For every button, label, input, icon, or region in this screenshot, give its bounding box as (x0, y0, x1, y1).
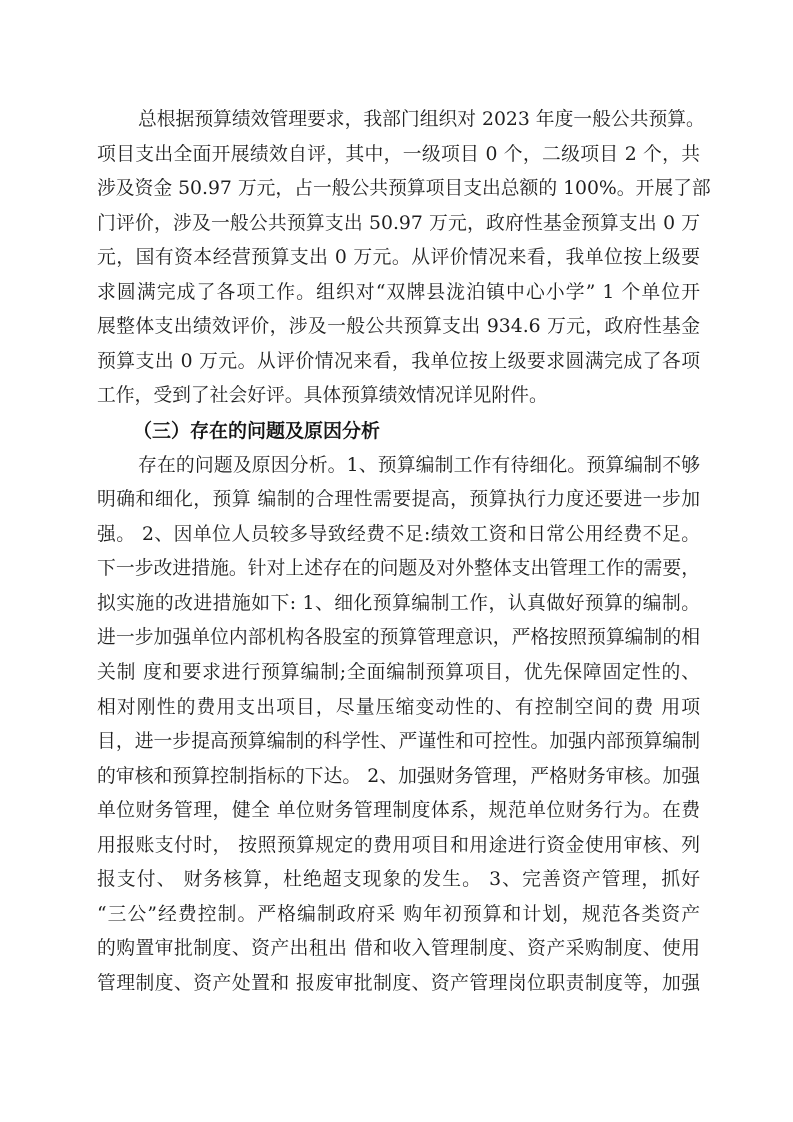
text-line: 的审核和预算控制指标的下达。 2、加强财务管理，严格财务审核。加强 (97, 765, 700, 787)
text-line: 强。 2、因单位人员较多导致经费不足:绩效工资和日常公用经费不足。 (97, 523, 700, 545)
text-line: 项目支出全面开展绩效自评，其中，一级项目 0 个，二级项目 2 个，共 (97, 143, 700, 165)
text-line: 进一步加强单位内部机构各股室的预算管理意识，严格按照预算编制的相 (97, 627, 700, 649)
text-line: 目，进一步提高预算编制的科学性、严谨性和可控性。加强内部预算编制 (97, 731, 700, 753)
text-line: 求圆满完成了各项工作。组织对“双牌县泷泊镇中心小学” 1 个单位开 (97, 281, 700, 303)
text-line: 关制 度和要求进行预算编制;全面编制预算项目，优先保障固定性的、 (97, 661, 700, 683)
text-line: 门评价，涉及一般公共预算支出 50.97 万元，政府性基金预算支出 0 万 (97, 212, 700, 234)
text-line: 预算支出 0 万元。从评价情况来看，我单位按上级要求圆满完成了各项 (97, 350, 700, 372)
text-line: 涉及资金 50.97 万元，占一般公共预算项目支出总额的 100%。开展了部 (97, 178, 711, 200)
text-line: 相对刚性的费用支出项目，尽量压缩变动性的、有控制空间的费 用项 (97, 696, 700, 718)
text-line: 报支付、 财务核算，杜绝超支现象的发生。 3、完善资产管理，抓好 (97, 869, 700, 891)
text-line: 下一步改进措施。针对上述存在的问题及对外整体支出管理工作的需要， (97, 558, 700, 580)
text-line: 总根据预算绩效管理要求，我部门组织对 2023 年度一般公共预算。 (138, 109, 705, 130)
text-line: 存在的问题及原因分析。1、预算编制工作有待细化。预算编制不够 (138, 454, 700, 476)
text-line: 管理制度、资产处置和 报废审批制度、资产管理岗位职责制度等，加强 (97, 973, 700, 994)
text-line: “三公”经费控制。严格编制政府采 购年初预算和计划，规范各类资产 (97, 903, 700, 925)
text-line: 用报账支付时， 按照预算规定的费用项目和用途进行资金使用审核、列 (97, 834, 700, 856)
section-heading: （三）存在的问题及原因分析 (133, 420, 381, 443)
text-line: 拟实施的改进措施如下: 1、细化预算编制工作，认真做好预算的编制。 (97, 592, 700, 614)
text-line: 展整体支出绩效评价，涉及一般公共预算支出 934.6 万元，政府性基金 (97, 316, 700, 338)
text-line: 单位财务管理，健全 单位财务管理制度体系，规范单位财务行为。在费 (97, 800, 700, 822)
text-line: 明确和细化，预算 编制的合理性需要提高，预算执行力度还要进一步加 (97, 489, 700, 511)
text-line: 的购置审批制度、资产出租出 借和收入管理制度、资产采购制度、使用 (97, 938, 700, 960)
text-line: 工作，受到了社会好评。具体预算绩效情况详见附件。 (97, 385, 548, 407)
text-line: 元，国有资本经营预算支出 0 万元。从评价情况来看，我单位按上级要 (97, 247, 700, 269)
